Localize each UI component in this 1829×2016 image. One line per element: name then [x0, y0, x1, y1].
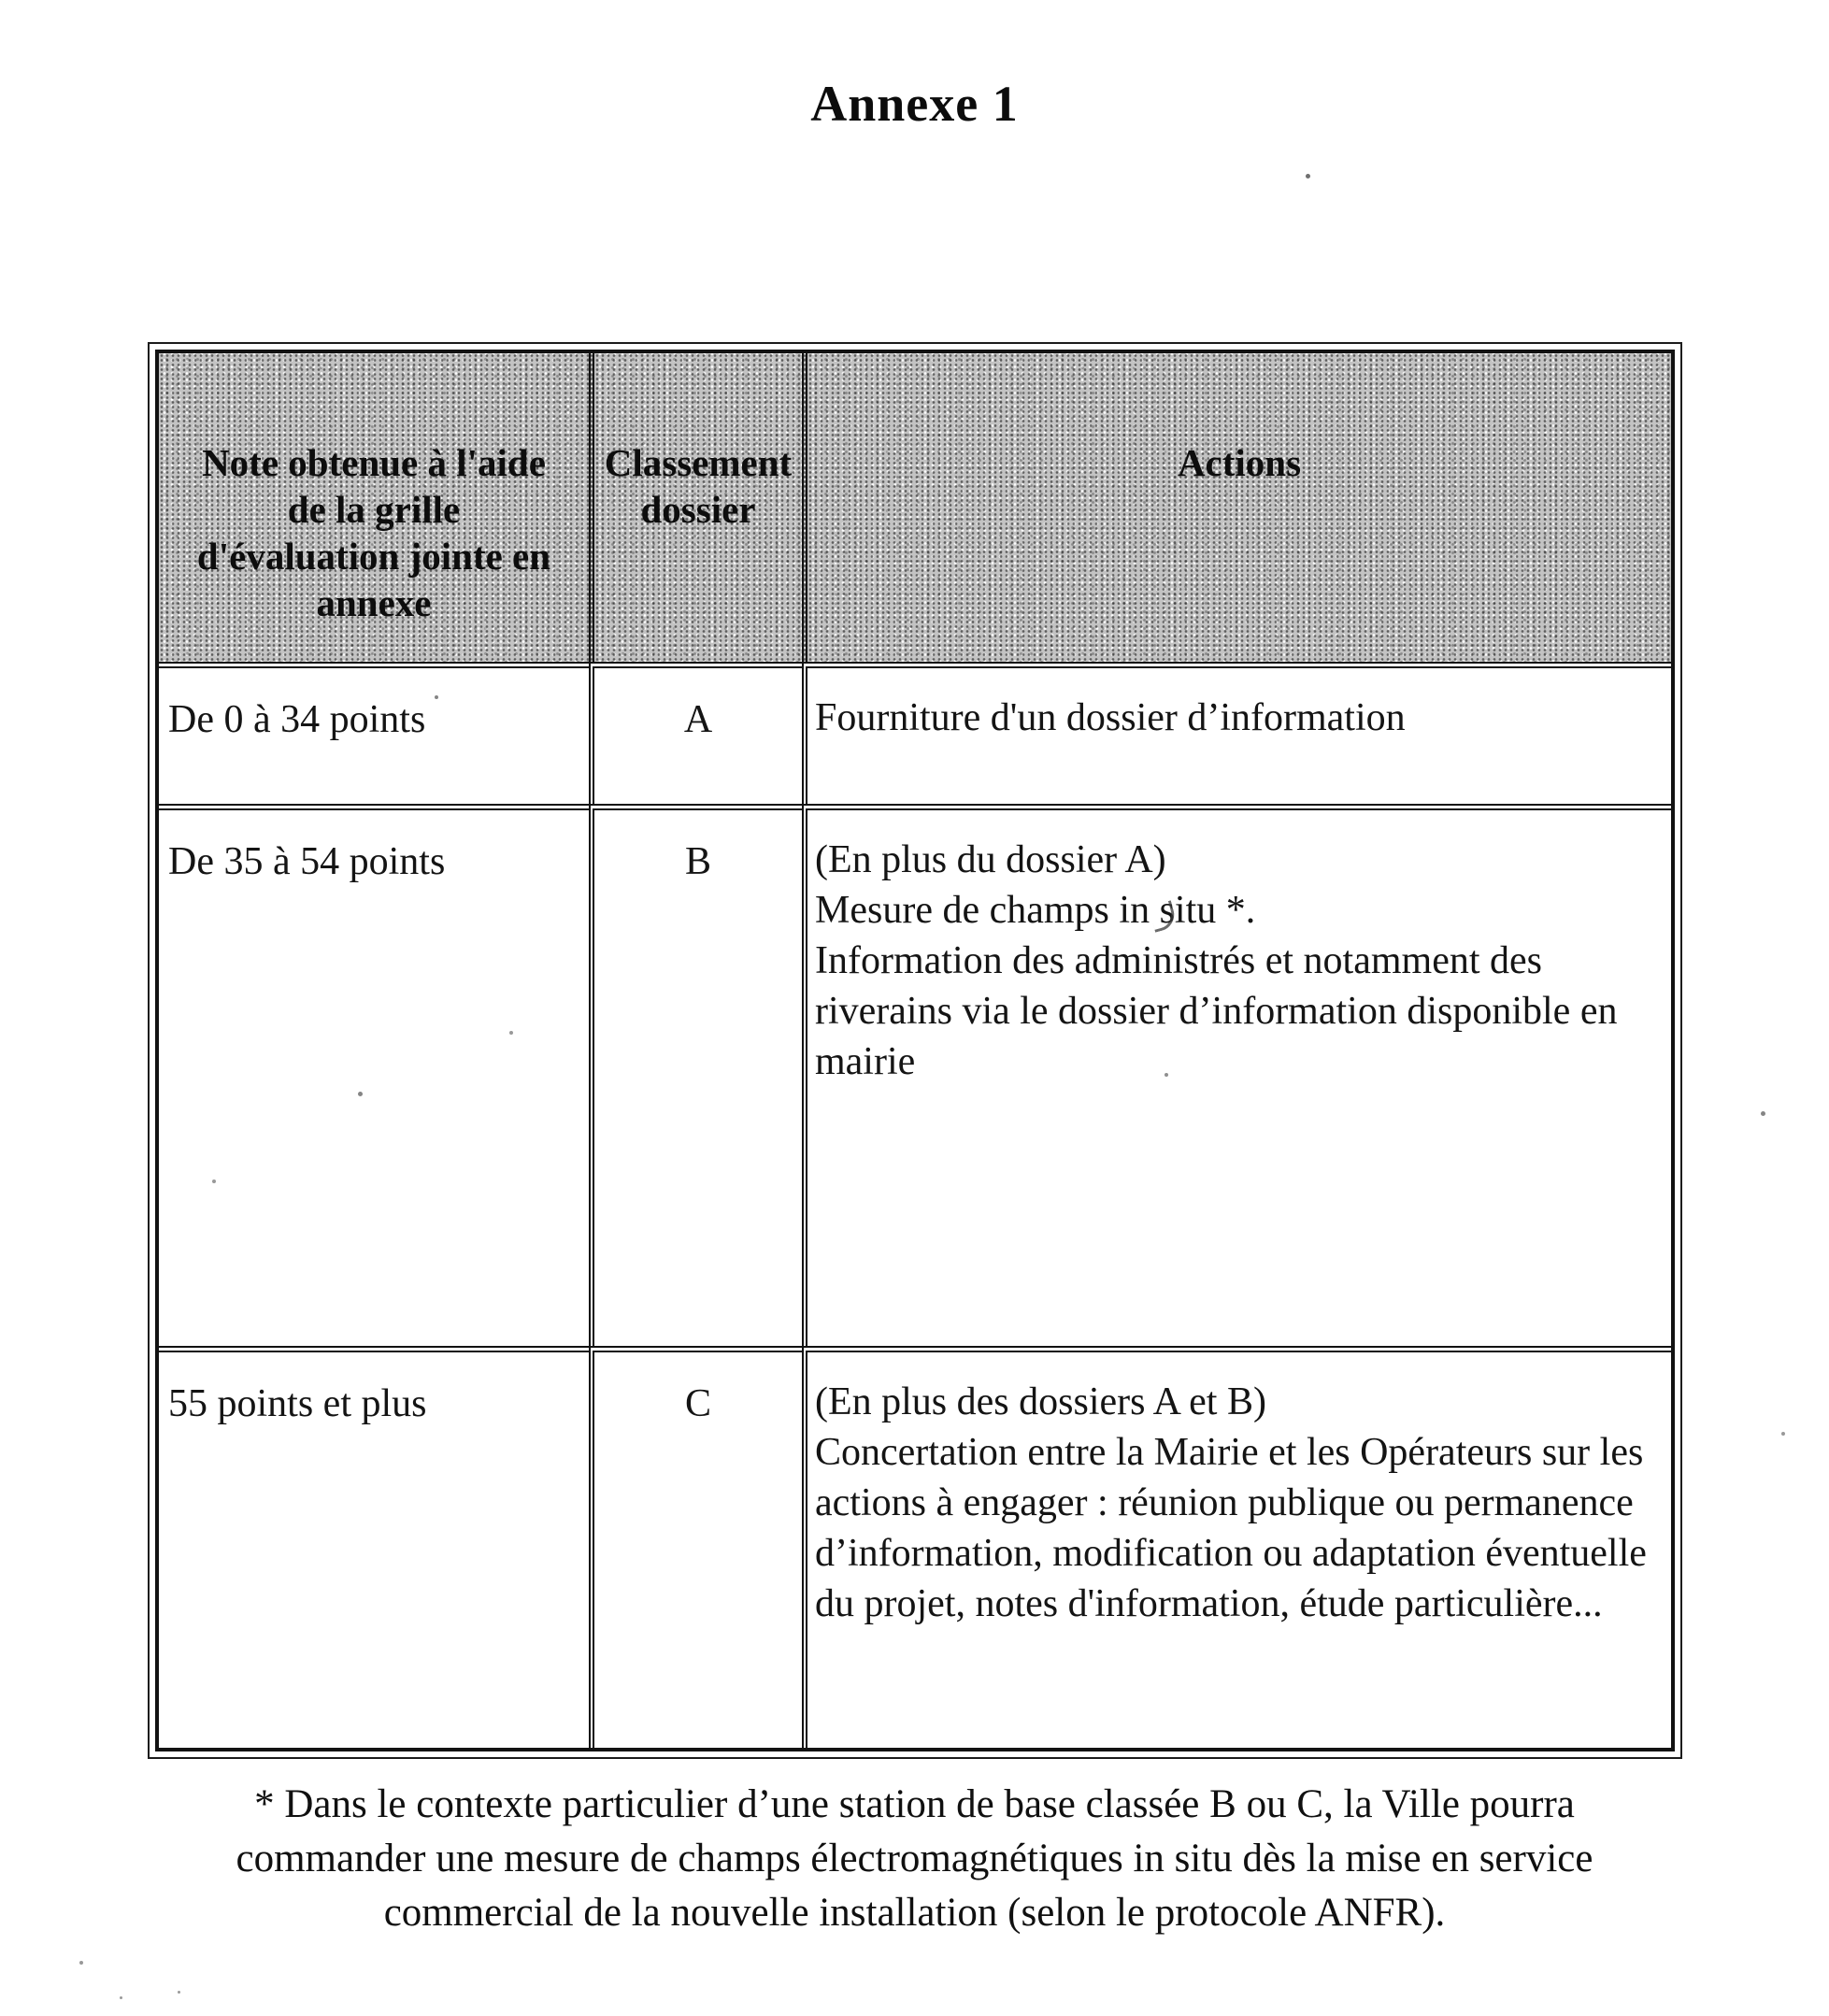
header-classement-column: Classement dossier	[589, 353, 802, 662]
action-paragraph: (En plus du dossier A)	[815, 838, 1166, 881]
scan-speckle	[1761, 1111, 1765, 1116]
row-b-note-cell: De 35 à 54 points	[159, 804, 589, 1346]
action-paragraph: Information des administrés et notamment des riverains via le dossier d’information disponible en mairie	[815, 939, 1618, 1083]
classification-table-frame	[148, 342, 1682, 1759]
action-paragraph: Fourniture d'un dossier d’information	[815, 696, 1406, 739]
row-a-actions-cell	[802, 662, 1671, 804]
footnote-line: commercial de la nouvelle installation (selon le protocole ANFR).	[383, 1891, 1446, 1935]
scan-speckle	[435, 695, 438, 699]
scan-speckle	[178, 1991, 180, 1994]
page-title: Annexe 1	[810, 76, 1019, 132]
row-c-note-cell: 55 points et plus	[159, 1346, 589, 1748]
header-note-line: annexe	[316, 581, 432, 624]
scan-speckle	[120, 1996, 122, 1999]
scan-speckle	[358, 1092, 363, 1096]
scan-speckle	[1165, 1073, 1168, 1077]
action-paragraph: Mesure de champs in situ *.	[815, 889, 1256, 932]
row-b-actions-cell	[802, 804, 1671, 1346]
header-note-line: Note obtenue à l'aide	[202, 441, 546, 484]
row-a-note-cell: De 0 à 34 points	[159, 662, 589, 804]
header-note-line: d'évaluation jointe en	[196, 535, 551, 578]
header-note-column	[159, 353, 589, 662]
scan-speckle	[79, 1961, 83, 1965]
scan-speckle	[212, 1180, 216, 1183]
header-note-line: de la grille	[287, 488, 461, 531]
header-actions-column: Actions	[802, 353, 1671, 662]
row-c-actions-cell	[802, 1346, 1671, 1748]
action-paragraph: Concertation entre la Mairie et les Opérateurs sur les actions à engager : réunion publique ou permanence d’information, modification ou adaptation éventuelle du projet, notes d'information, étude particulière...	[815, 1431, 1647, 1625]
scan-speckle	[509, 1031, 513, 1035]
classification-table	[155, 350, 1675, 1751]
row-a-classement-cell: A	[589, 662, 802, 804]
footnote	[0, 1778, 1829, 1940]
scan-speckle	[1306, 174, 1310, 179]
footnote-line: * Dans le contexte particulier d’une station de base classée B ou C, la Ville pourra	[254, 1782, 1575, 1826]
action-paragraph: (En plus des dossiers A et B)	[815, 1380, 1266, 1423]
row-b-classement-cell: B	[589, 804, 802, 1346]
row-c-classement-cell: C	[589, 1346, 802, 1748]
footnote-line: commander une mesure de champs électromagnétiques in situ dès la mise en service	[236, 1837, 1593, 1880]
scan-speckle	[1781, 1432, 1785, 1436]
